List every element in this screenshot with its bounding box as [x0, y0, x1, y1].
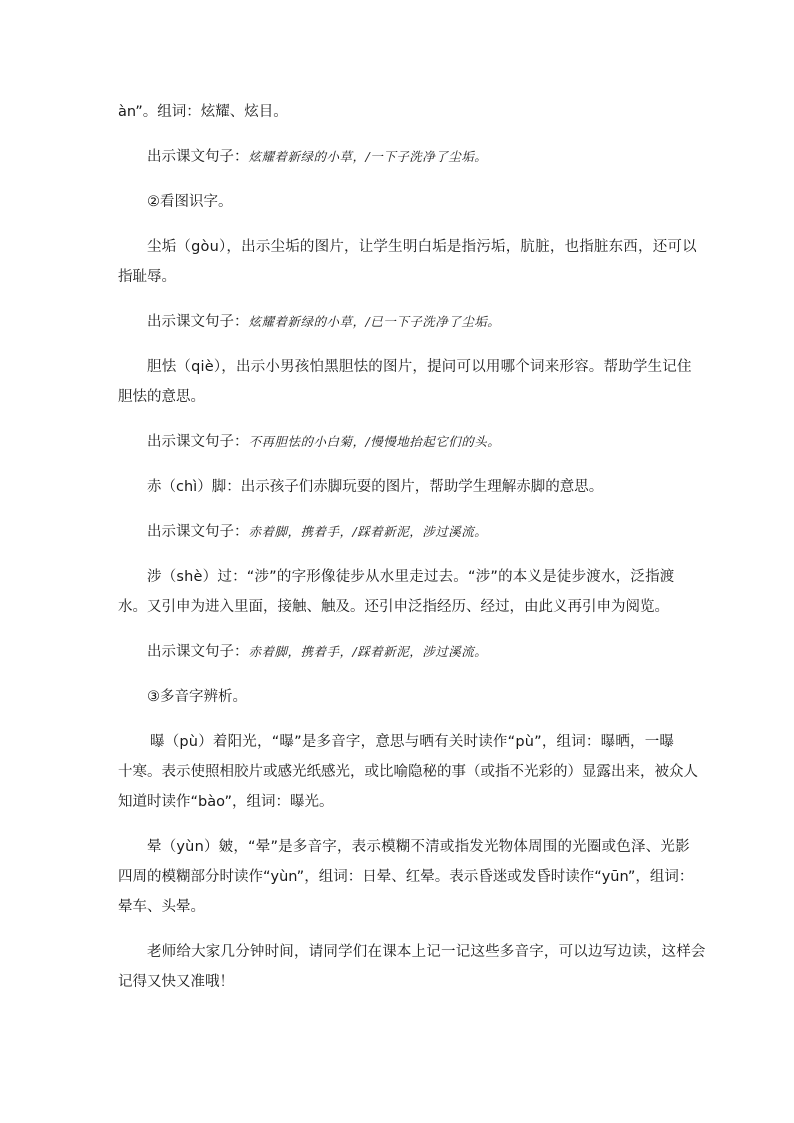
paragraph-yun-line-1: 晕（yùn）皴，“晕”是多音字，表示模糊不清或指发光物体周围的光圈或色泽、光影 — [147, 839, 690, 855]
paragraph-pu-line-1: 曝（pù）着阳光，“曝”是多音字，意思与晒有关时读作“pù”，组词：曝晒，一曝 — [150, 734, 675, 750]
paragraph-pu-line-3: 知道时读作“bào”，组词：曝光。 — [118, 794, 334, 810]
section-heading-picture-literacy: ②看图识字。 — [147, 194, 233, 210]
quote-body: 赤着脚，携着手，/踩着新泥，涉过溪流。 — [248, 524, 488, 539]
section-heading-polyphones: ③多音字辨析。 — [147, 689, 247, 705]
paragraph-qie-line-1: 胆怯（qiè），出示小男孩怕黑胆怯的图片，提问可以用哪个词来形容。帮助学生记住 — [147, 359, 692, 375]
quote-lead: 出示课文句子： — [147, 644, 249, 660]
quote-lead: 出示课文句子： — [147, 524, 249, 540]
text-quote-4 — [147, 522, 487, 542]
quote-lead: 出示课文句子： — [147, 434, 249, 450]
paragraph-tail-xuanyao: àn”。组词：炫耀、炫目。 — [118, 104, 288, 120]
paragraph-chi-line-1: 赤（chì）脚：出示孩子们赤脚玩耍的图片，帮助学生理解赤脚的意思。 — [147, 479, 604, 495]
paragraph-teacher-line-2: 记得又快又准哦！ — [118, 974, 234, 990]
text-quote-2 — [147, 312, 500, 332]
quote-body: 炫耀着新绿的小草，/已一下子洗净了尘垢。 — [248, 314, 501, 329]
paragraph-yun-line-2: 四周的模糊部分时读作“yùn”，组词：日晕、红晕。表示昏迷或发昏时读作“yūn”，组词： — [118, 869, 694, 885]
quote-body: 赤着脚，携着手，/踩着新泥，涉过溪流。 — [248, 644, 488, 659]
paragraph-gou-line-2: 指耻辱。 — [118, 269, 176, 285]
paragraph-qie-line-2: 胆怯的意思。 — [118, 389, 205, 405]
paragraph-teacher-line-1: 老师给大家几分钟时间，请同学们在课本上记一记这些多音字，可以边写边读，这样会 — [147, 944, 706, 960]
paragraph-pu-line-2: 十寒。表示使照相胶片或感光纸感光，或比喻隐秘的事（或指不光彩的）显露出来，被众人 — [118, 764, 698, 780]
quote-body: 炫耀着新绿的小草，/一下子洗净了尘垢。 — [248, 149, 488, 164]
text-quote-1 — [147, 147, 487, 167]
quote-lead: 出示课文句子： — [147, 314, 249, 330]
paragraph-yun-line-3: 晕车、头晕。 — [118, 899, 205, 915]
paragraph-she-line-1: 涉（shè）过：“涉”的字形像徒步从水里走过去。“涉”的本义是徒步渡水，泛指渡 — [147, 569, 675, 585]
text-quote-5 — [147, 642, 487, 662]
paragraph-she-line-2: 水。又引申为进入里面，接触、触及。还引申泛指经历、经过，由此义再引申为阅览。 — [118, 599, 669, 615]
text-quote-3 — [147, 432, 500, 452]
quote-lead: 出示课文句子： — [147, 149, 249, 165]
paragraph-gou-line-1: 尘垢（gòu），出示尘垢的图片，让学生明白垢是指污垢，肮脏，也指脏东西，还可以 — [147, 239, 697, 255]
quote-body: 不再胆怯的小白菊，/慢慢地抬起它们的头。 — [248, 434, 501, 449]
